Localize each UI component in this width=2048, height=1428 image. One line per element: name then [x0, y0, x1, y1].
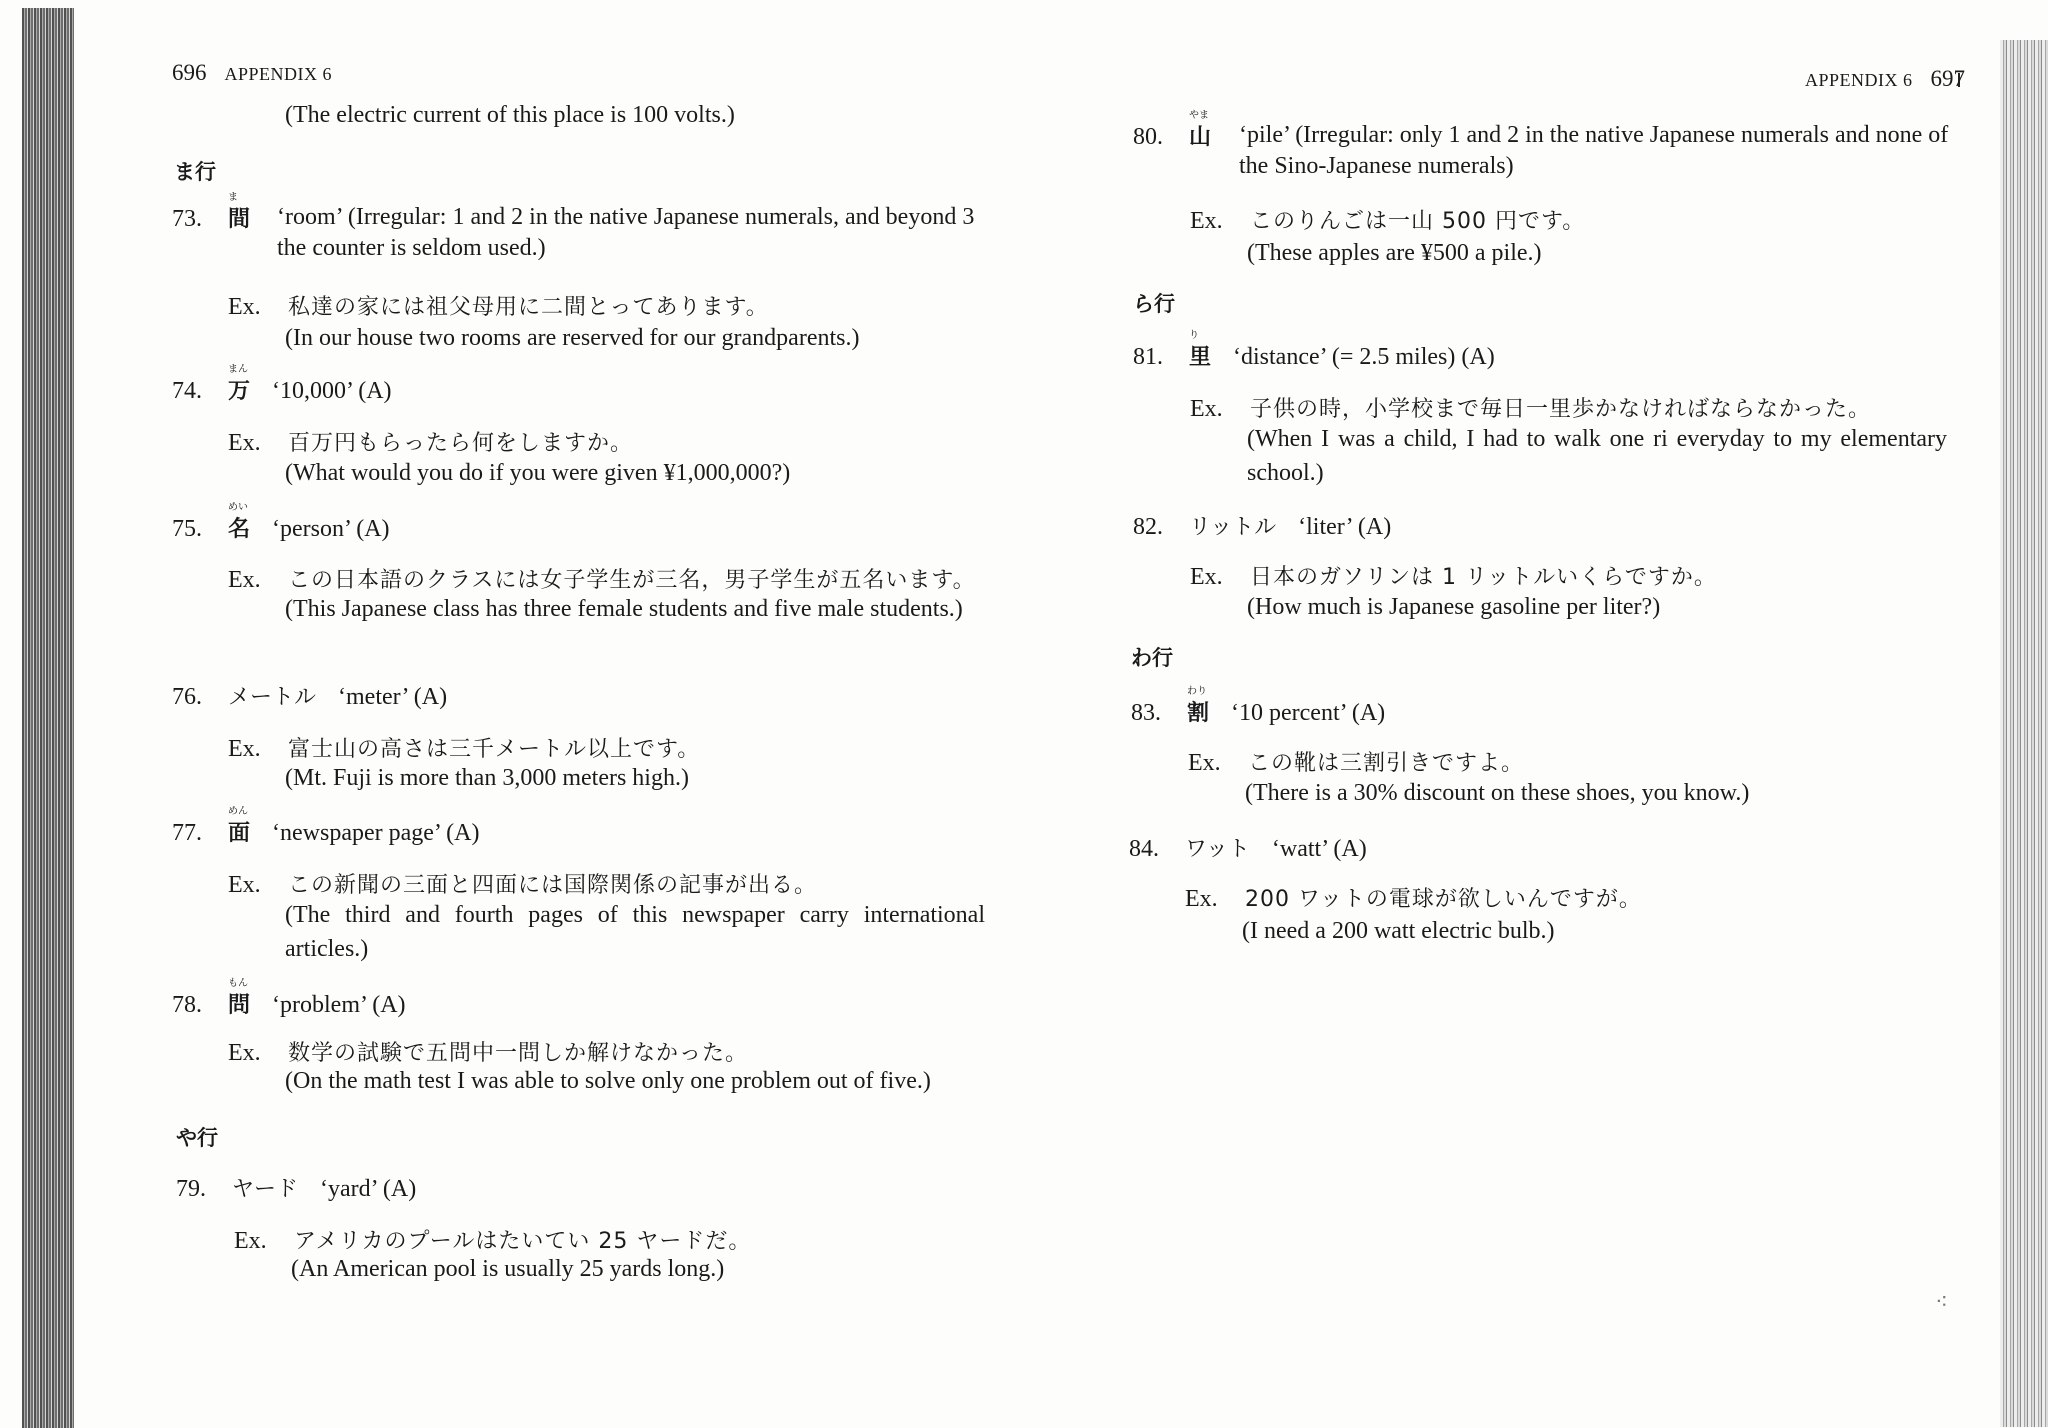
- binding-shadow-right: [2000, 40, 2048, 1427]
- entry-term: もん 問: [228, 988, 250, 1019]
- entry-ruby: もん: [228, 978, 248, 989]
- entry-number: 81.: [1133, 344, 1163, 370]
- entry-gloss: ‘liter’ (A): [1298, 514, 1392, 540]
- entry-ruby: り: [1189, 330, 1199, 341]
- entry-73-head: [172, 192, 272, 233]
- section-heading-ra: ら行: [1133, 292, 1175, 316]
- example-japanese: この新聞の三面と四面には国際関係の記事が出る。: [288, 873, 818, 898]
- entry-ruby: やま: [1189, 110, 1209, 121]
- example-japanese: アメリカのプールはたいてい 25 ヤードだ。: [294, 1229, 752, 1254]
- entry-74-translation: (What would you do if you were given ¥1,000,000?): [285, 460, 791, 486]
- entry-75-example: [228, 563, 976, 594]
- entry-80-example: [1190, 204, 1585, 235]
- entry-number: 78.: [172, 992, 202, 1018]
- entry-gloss: ‘problem’ (A): [272, 992, 406, 1018]
- entry-79-head: [176, 1172, 416, 1203]
- entry-76-example: [228, 732, 700, 763]
- example-label: Ex.: [1190, 208, 1223, 234]
- entry-82-translation: (How much is Japanese gasoline per liter?): [1247, 594, 1661, 620]
- example-label: Ex.: [228, 430, 261, 456]
- example-label: Ex.: [228, 736, 261, 762]
- entry-term: ワット: [1185, 837, 1250, 862]
- entry-75-translation: (This Japanese class has three female students and five male students.): [285, 596, 963, 622]
- entry-number: 76.: [172, 684, 202, 710]
- entry-73-translation: (In our house two rooms are reserved for our grandparents.): [285, 325, 860, 351]
- entry-83-example: [1188, 746, 1524, 777]
- example-japanese: 日本のガソリンは 1 リットルいくらですか。: [1250, 565, 1717, 590]
- example-japanese: この靴は三割引きですよ。: [1248, 751, 1525, 776]
- entry-81-example: [1190, 392, 1871, 423]
- entry-83-translation: (There is a 30% discount on these shoes, you know.): [1245, 780, 1750, 806]
- entry-number: 82.: [1133, 514, 1163, 540]
- entry-term: メートル: [228, 685, 317, 710]
- running-title: APPENDIX 6: [224, 64, 333, 84]
- entry-80-gloss: ‘pile’ (Irregular: only 1 and 2 in the native Japanese numerals and none of the Sino-Japanese numerals): [1239, 122, 1949, 179]
- example-japanese: 富士山の高さは三千メートル以上です。: [288, 737, 701, 762]
- entry-84-example: [1185, 882, 1642, 913]
- entry-80-translation: (These apples are ¥500 a pile.): [1247, 240, 1542, 266]
- entry-term: り 里: [1189, 340, 1211, 371]
- entry-84-translation: (I need a 200 watt electric bulb.): [1242, 918, 1555, 944]
- scan-smudge: ⁖: [1935, 1290, 1948, 1315]
- example-label: Ex.: [228, 294, 261, 320]
- entry-73-example: [228, 290, 769, 321]
- entry-gloss: ‘person’ (A): [272, 516, 390, 542]
- page-number: 697: [1930, 66, 1965, 91]
- entry-76-head: [172, 680, 447, 711]
- example-label: Ex.: [234, 1228, 267, 1254]
- entry-term: ま 間: [228, 202, 250, 233]
- entry-78-translation: (On the math test I was able to solve only one problem out of five.): [285, 1068, 931, 1094]
- right-page-header: [1805, 66, 1965, 92]
- entry-term: めい 名: [228, 512, 250, 543]
- example-japanese: 私達の家には祖父母用に二間とってあります。: [288, 295, 769, 320]
- entry-73-gloss: ‘room’ (Irregular: 1 and 2 in the native Japanese numerals, and beyond 3 the counter is seldom used.): [277, 204, 975, 261]
- entry-74-head: [172, 364, 392, 405]
- entry-ruby: ま: [228, 192, 238, 203]
- entry-82-head: [1133, 510, 1391, 541]
- entry-78-head: [172, 978, 406, 1019]
- entry-76-translation: (Mt. Fuji is more than 3,000 meters high.): [285, 765, 689, 791]
- example-japanese: 200 ワットの電球が欲しいんですが。: [1245, 887, 1642, 912]
- entry-gloss: ‘10 percent’ (A): [1231, 700, 1386, 726]
- entry-gloss: ‘meter’ (A): [338, 684, 448, 710]
- entry-gloss: ‘newspaper page’ (A): [272, 820, 480, 846]
- entry-74-example: [228, 426, 633, 457]
- entry-81-translation: (When I was a child, I had to walk one ri everyday to my elementary school.): [1247, 426, 1947, 486]
- entry-ruby: まん: [228, 364, 248, 375]
- example-japanese: 子供の時，小学校まで毎日一里歩かなければならなかった。: [1250, 397, 1872, 422]
- example-label: Ex.: [1185, 886, 1218, 912]
- entry-gloss: ‘10,000’ (A): [272, 378, 392, 404]
- entry-term: リットル: [1189, 515, 1277, 540]
- entry-term: めん 面: [228, 816, 250, 847]
- entry-ruby: めい: [228, 502, 248, 513]
- entry-number: 84.: [1129, 836, 1159, 862]
- example-label: Ex.: [1188, 750, 1221, 776]
- binding-shadow-left: [22, 8, 74, 1428]
- entry-gloss: ‘watt’ (A): [1271, 836, 1367, 862]
- example-label: Ex.: [228, 872, 261, 898]
- entry-number: 80.: [1133, 124, 1163, 150]
- entry-77-head: [172, 806, 480, 847]
- left-page-header: [172, 60, 332, 86]
- entry-ruby: めん: [228, 806, 248, 817]
- section-heading-wa: わ行: [1131, 646, 1173, 670]
- example-japanese: 百万円もらったら何をしますか。: [288, 431, 634, 456]
- entry-84-head: [1129, 832, 1367, 863]
- example-label: Ex.: [1190, 396, 1223, 422]
- entry-term: やま 山: [1189, 120, 1211, 151]
- entry-term: わり 割: [1187, 696, 1209, 727]
- entry-number: 83.: [1131, 700, 1161, 726]
- entry-80-head: [1133, 110, 1233, 151]
- entry-ruby: わり: [1187, 686, 1207, 697]
- entry-82-example: [1190, 560, 1717, 591]
- example-japanese: このりんごは一山 500 円です。: [1250, 209, 1586, 234]
- running-title: APPENDIX 6: [1804, 70, 1913, 90]
- entry-number: 74.: [172, 378, 202, 404]
- entry-number: 73.: [172, 206, 202, 232]
- example-japanese: 数学の試験で五問中一問しか解けなかった。: [288, 1041, 749, 1066]
- entry-77-example: [228, 868, 817, 899]
- entry-79-translation: (An American pool is usually 25 yards long.): [291, 1256, 725, 1282]
- entry-gloss: ‘yard’ (A): [320, 1176, 417, 1202]
- entry-78-example: [228, 1036, 748, 1067]
- entry-79-example: [234, 1224, 751, 1255]
- entry-81-head: [1133, 330, 1495, 371]
- entry-number: 79.: [176, 1176, 206, 1202]
- carryover-text: (The electric current of this place is 100 volts.): [285, 102, 735, 128]
- entry-term: ヤード: [232, 1177, 299, 1202]
- entry-number: 75.: [172, 516, 202, 542]
- entry-83-head: [1131, 686, 1386, 727]
- section-heading-ya: や行: [176, 1126, 218, 1150]
- page-number: 696: [172, 60, 207, 85]
- example-label: Ex.: [228, 567, 261, 593]
- entry-term: まん 万: [228, 374, 250, 405]
- example-japanese: この日本語のクラスには女子学生が三名，男子学生が五名います。: [288, 568, 976, 593]
- entry-77-translation: (The third and fourth pages of this newspaper carry international articles.): [285, 902, 985, 962]
- example-label: Ex.: [228, 1040, 261, 1066]
- entry-75-head: [172, 502, 390, 543]
- entry-number: 77.: [172, 820, 202, 846]
- entry-gloss: ‘distance’ (= 2.5 miles) (A): [1233, 344, 1495, 370]
- section-heading-ma: ま行: [174, 160, 216, 184]
- example-label: Ex.: [1190, 564, 1223, 590]
